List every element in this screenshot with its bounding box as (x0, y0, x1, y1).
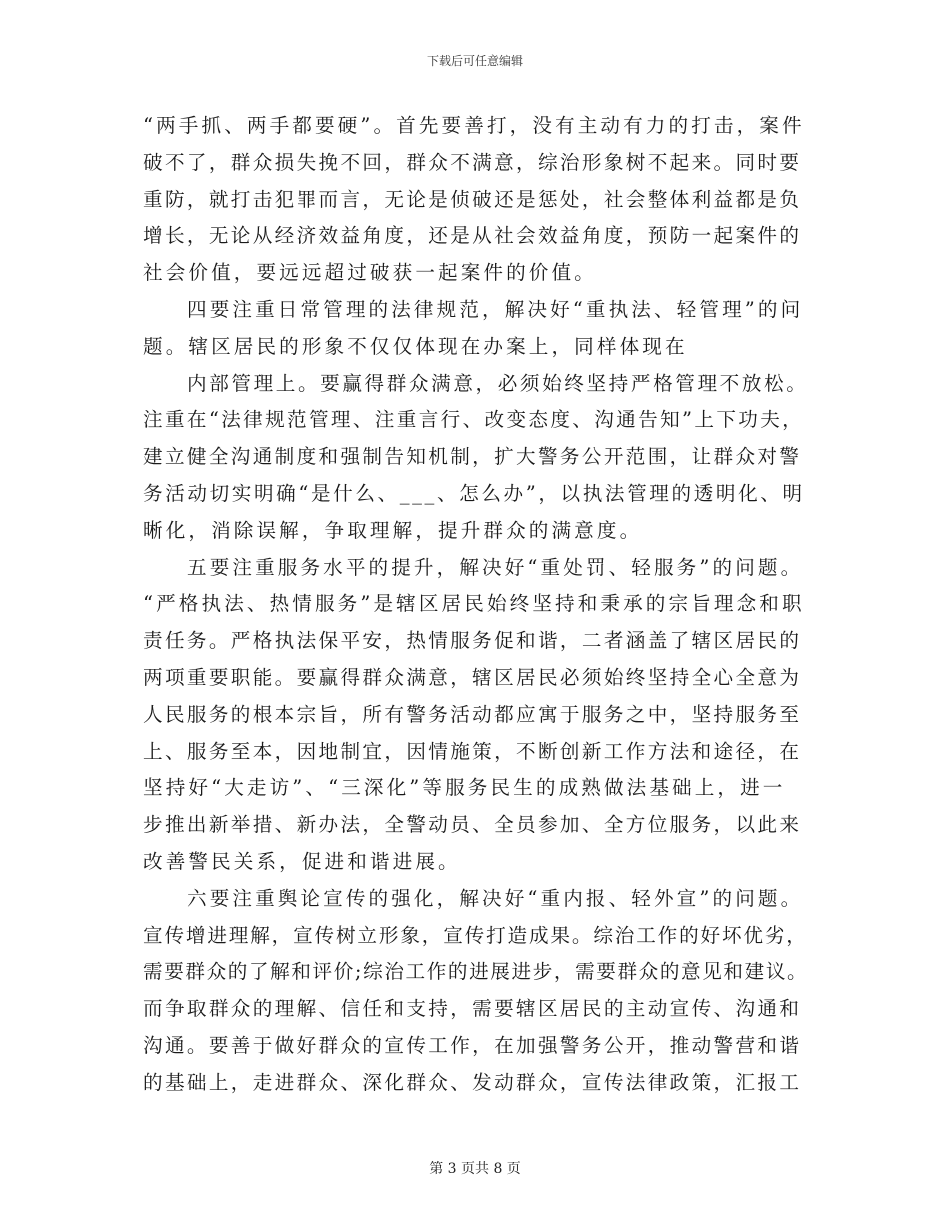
text-line: 注重在“法律规范管理、注重言行、改变态度、沟通告知”上下功夫， (143, 408, 805, 432)
text-line: 题。辖区居民的形象不仅仅体现在办案上，同样体现在 (143, 334, 688, 358)
text-line: 社会价值，要远远超过破获一起案件的价值。 (143, 261, 597, 285)
text-line: 步推出新举措、新办法，全警动员、全员参加、全方位服务，以此来 (143, 813, 802, 837)
paragraph-start-line: 五要注重服务水平的提升，解决好“重处罚、轻服务”的问题。 (187, 555, 804, 579)
paragraph-start-line: 内部管理上。要赢得群众满意，必须始终坚持严格管理不放松。 (187, 371, 809, 395)
text-line: 两项重要职能。要赢得群众满意，辖区居民必须始终坚持全心全意为 (143, 665, 802, 689)
text-line: 破不了，群众损失挽不回，群众不满意，综治形象树不起来。同时要 (143, 150, 802, 174)
text-line: 的基础上，走进群众、深化群众、发动群众，宣传法律政策，汇报工 (143, 1070, 802, 1094)
text-line: 坚持好“大走访”、“三深化”等服务民生的成熟做法基础上，进一 (143, 776, 786, 800)
page-number: 第 3 页共 8 页 (429, 1161, 521, 1177)
text-line: “两手抓、两手都要硬”。首先要善打，没有主动有力的打击，案件 (143, 114, 805, 137)
text-line: 改善警民关系，促进和谐进展。 (143, 849, 461, 873)
text-line: “严格执法、热情服务”是辖区居民始终坚持和秉承的宗旨理念和职 (143, 592, 805, 616)
text-line: 宣传增进理解，宣传树立形象，宣传打造成果。综治工作的好坏优劣， (143, 923, 808, 947)
text-line: 而争取群众的理解、信任和支持，需要辖区居民的主动宣传、沟通和 (143, 997, 802, 1021)
paragraph-start-line: 六要注重舆论宣传的强化，解决好“重内报、轻外宣”的问题。 (187, 886, 804, 910)
text-line: 人民服务的根本宗旨，所有警务活动都应寓于服务之中，坚持服务至 (143, 702, 802, 726)
text-line: 增长，无论从经济效益角度，还是从社会效益角度，预防一起案件的 (143, 224, 802, 248)
text-line: 务活动切实明确“是什么、___、怎么办”，以执法管理的透明化、明 (143, 481, 805, 505)
text-line: 需要群众的了解和评价;综治工作的进展进步，需要群众的意见和建议。 (143, 960, 809, 984)
page-header: 下载后可任意编辑 (426, 54, 523, 68)
text-line: 建立健全沟通制度和强制告知机制，扩大警务公开范围，让群众对警 (143, 445, 802, 469)
text-line: 沟通。要善于做好群众的宣传工作，在加强警务公开，推动警营和谐 (143, 1033, 802, 1057)
text-line: 晰化，消除误解，争取理解，提升群众的满意度。 (143, 518, 643, 542)
document-body (143, 108, 808, 1102)
text-line: 上、服务至本，因地制宜，因情施策，不断创新工作方法和途径，在 (143, 739, 802, 763)
text-line: 重防，就打击犯罪而言，无论是侦破还是惩处，社会整体利益都是负 (143, 187, 802, 211)
text-line: 责任务。严格执法保平安，热情服务促和谐，二者涵盖了辖区居民的 (143, 629, 802, 653)
paragraph-start-line: 四要注重日常管理的法律规范，解决好“重执法、轻管理”的问 (187, 297, 804, 321)
